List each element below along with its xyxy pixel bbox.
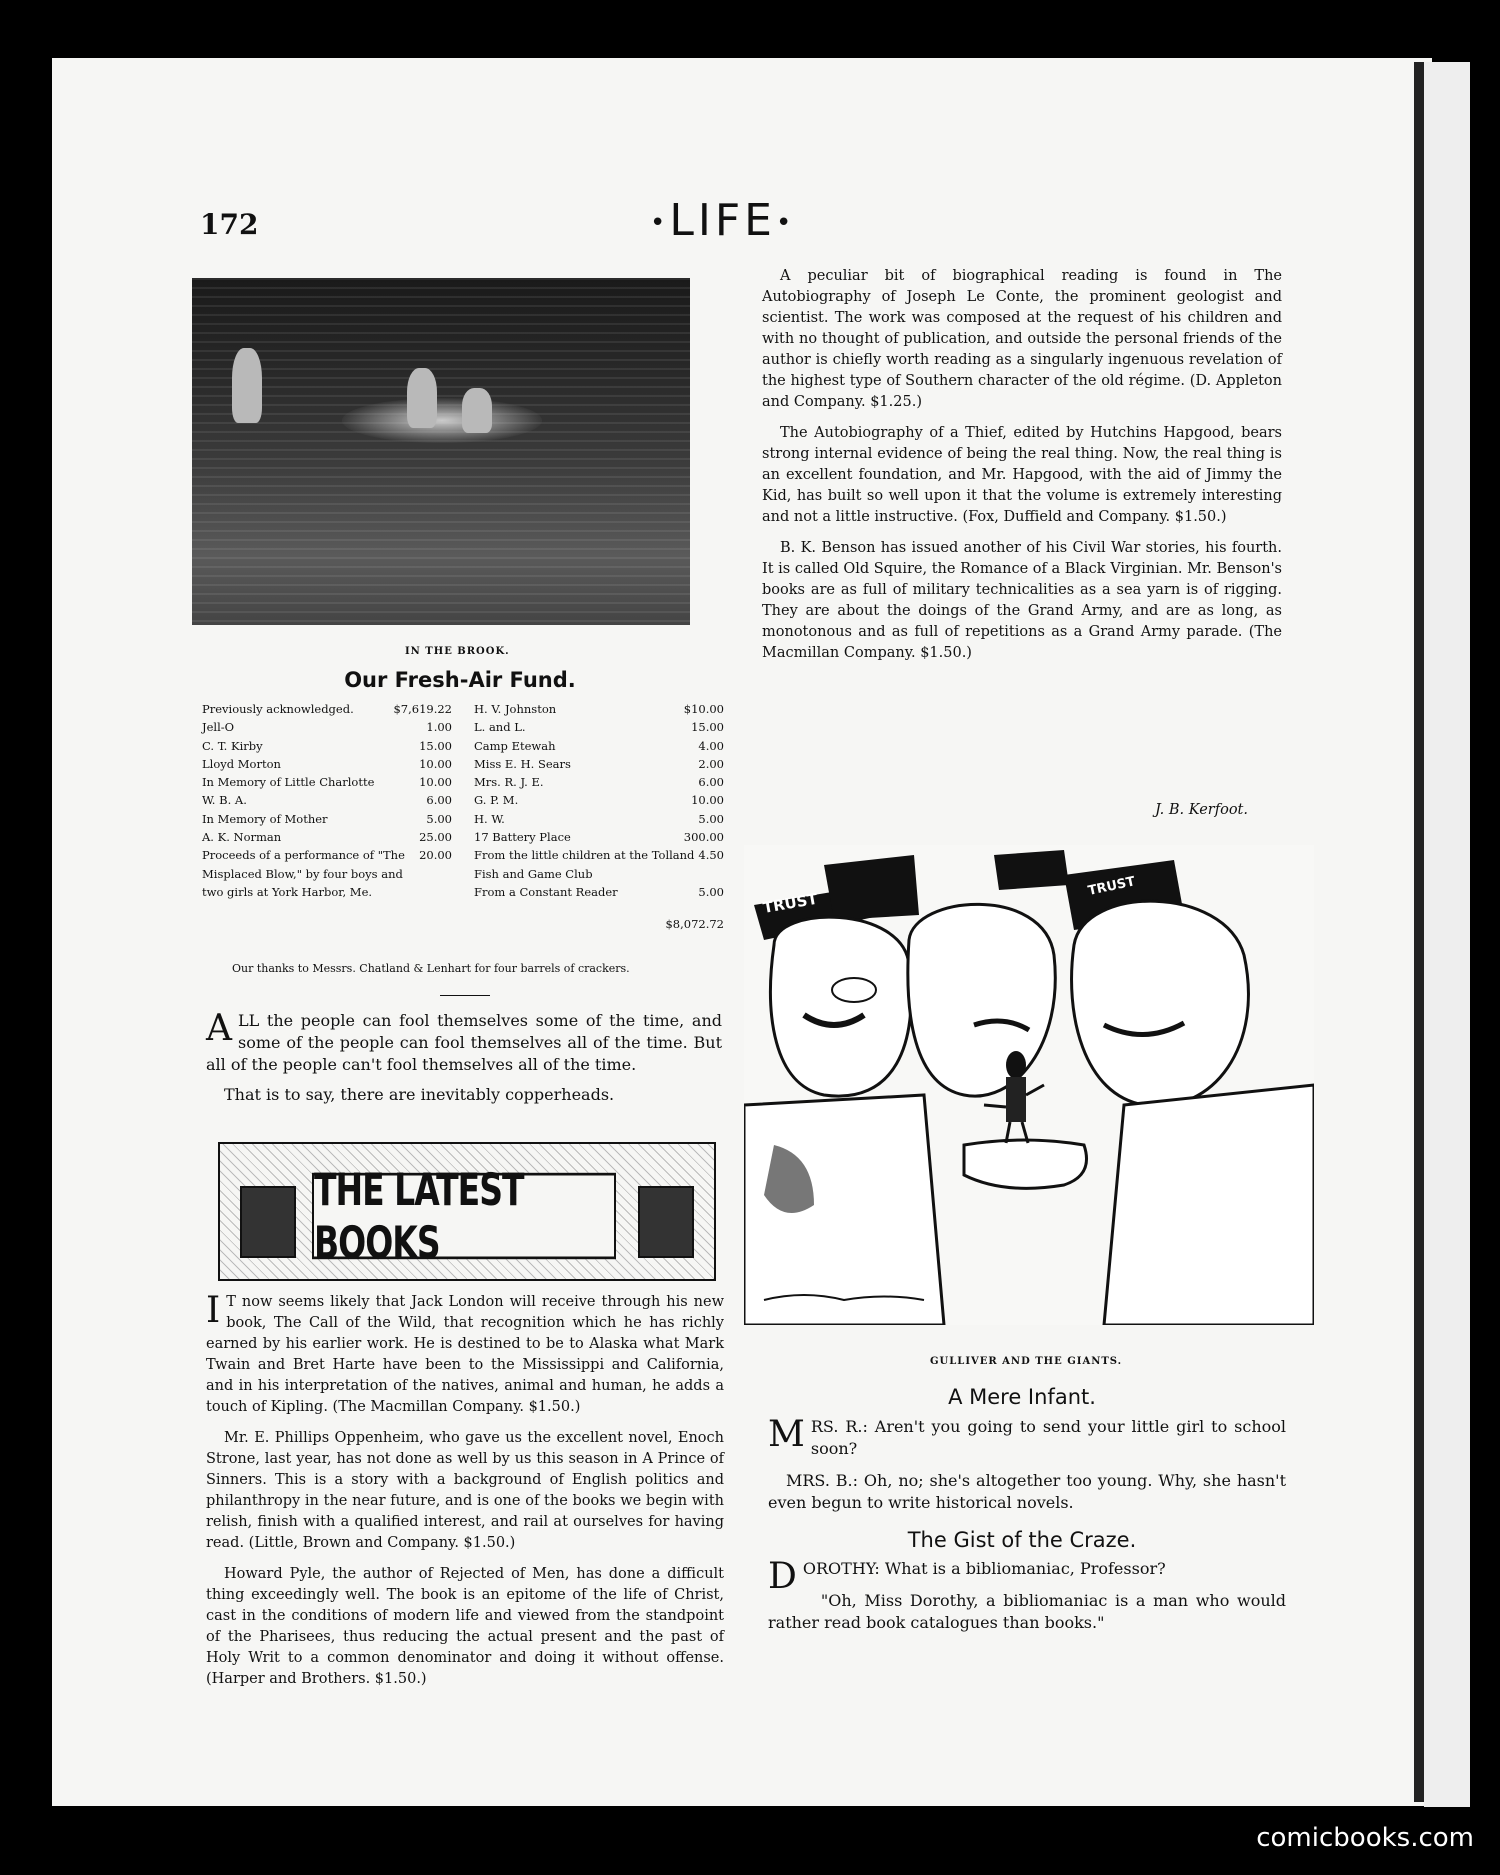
fund-donor: H. V. Johnston [474, 702, 557, 716]
fund-amount: 6.00 [426, 793, 452, 808]
fund-amount: 10.00 [419, 756, 452, 771]
fund-donor: Miss E. H. Sears [474, 756, 571, 771]
cartoon-drawing [744, 845, 1314, 1325]
fund-row [202, 773, 452, 791]
fund-amount: 4.00 [698, 738, 724, 753]
fund-row [202, 718, 452, 736]
fund-thanks: Our thanks to Messrs. Chatland & Lenhart for four barrels of crackers. [232, 962, 630, 975]
fund-row [474, 791, 724, 809]
fund-row [474, 846, 724, 883]
fund-donor: From a Constant Reader [474, 884, 618, 899]
fund-amount: 2.00 [698, 756, 724, 771]
fund-row [202, 846, 452, 901]
fund-amount: $10.00 [683, 702, 724, 716]
fund-amount: 10.00 [691, 793, 724, 808]
infant-title: A Mere Infant. [948, 1385, 1096, 1409]
fund-amount: 15.00 [419, 738, 452, 753]
infant-dialogue: MRS. R.: Aren't you going to send your little girl to school soon? MRS. B.: Oh, no; she's altogether too young. Why, she hasn't even begun to write historical novels. [768, 1414, 1286, 1512]
fund-total: $8,072.72 [665, 917, 724, 932]
fund-row [202, 791, 452, 809]
fund-donor: Proceeds of a performance of "The Misplaced Blow," by four boys and two girls at York Harbor, Me. [202, 848, 405, 899]
masthead-title: LIFE [669, 195, 776, 246]
latest-books-banner [218, 1142, 716, 1281]
signature: J. B. Kerfoot. [1155, 802, 1248, 818]
fund-donor: A. K. Norman [202, 830, 282, 845]
fund-row [474, 883, 724, 901]
fund-row [202, 737, 452, 755]
fool-paragraph: ALL the people can fool themselves some of the time, and some of the people can fool themselves all of the time. But all of the people can't fool themselves all of the time. That is to say, there are inevitably copperheads. [206, 1008, 722, 1104]
fund-amount: 4.50 [698, 848, 724, 863]
fund-amount: 1.00 [426, 720, 452, 735]
craze-dialogue: DOROTHY: What is a bibliomaniac, Professor? "Oh, Miss Dorothy, a bibliomaniac is a man who would rather read book catalogues than books." [768, 1556, 1286, 1632]
fund-donor: Mrs. R. J. E. [474, 775, 544, 790]
fund-left-column [202, 700, 452, 901]
book-icon [638, 1186, 694, 1258]
fund-donor: Lloyd Morton [202, 756, 281, 771]
hat-label: TRUST [761, 889, 819, 917]
facing-page-edge [1424, 62, 1470, 1807]
fund-row [474, 737, 724, 755]
brook-photo [192, 278, 690, 625]
fund-donor: L. and L. [474, 720, 526, 735]
fund-amount: 5.00 [698, 811, 724, 826]
fund-row [202, 810, 452, 828]
fund-total-row [474, 915, 724, 933]
fund-title: Our Fresh-Air Fund. [344, 668, 576, 692]
page-gutter [1414, 62, 1424, 1802]
fund-donor: G. P. M. [474, 793, 519, 808]
banner-title: THE LATEST BOOKS [312, 1173, 616, 1259]
fund-amount: 10.00 [419, 775, 452, 790]
fund-donor: Camp Etewah [474, 738, 556, 753]
fund-row [474, 755, 724, 773]
page-number: 172 [200, 208, 259, 241]
fund-donor: In Memory of Little Charlotte [202, 775, 375, 790]
book-icon [240, 1186, 296, 1258]
books-column-right: A peculiar bit of biographical reading is found in The Autobiography of Joseph Le Conte, the prominent geologist and scientist. The work was composed at the request of his children and with no thought of publication, and outside the personal friends of the author is chiefly worth reading as a singularly ingenuous revelation of the highest type of Southern character of the old régime. (D. Appleton and Company. $1.25.) The Autobiography of a Thief, edited by Hutchins Hapgood, bears strong internal evidence of being the real thing. Now, the real thing is an excellent foundation, and Mr. Hapgood, with the aid of Jimmy the Kid, has built so well upon it that the volume is extremely interesting and not a little instructive. (Fox, Duffield and Company. $1.50.) B. K. Benson has issued another of his Civil War stories, his fourth. It is called Old Squire, the Romance of a Black Virginian. Mr. Benson's books are as full of military technicalities as a sea yarn is of rigging. They are about the doings of the Grand Army, and are as long, as monotonous and as full of repetitions as a Grand Army parade. (The Macmillan Company. $1.50.) [762, 268, 1282, 661]
fund-row [202, 700, 452, 718]
fund-donor: In Memory of Mother [202, 811, 328, 826]
fund-donor: From the little children at the Tolland Fish and Game Club [474, 848, 695, 881]
fund-row [474, 810, 724, 828]
trust-cartoon [744, 845, 1314, 1325]
fund-row [474, 828, 724, 846]
fund-amount: 5.00 [698, 884, 724, 899]
fund-amount: 15.00 [691, 720, 724, 735]
watermark: comicbooks.com [1256, 1823, 1474, 1853]
masthead: •LIFE• [650, 195, 796, 246]
craze-title: The Gist of the Craze. [907, 1528, 1137, 1552]
cartoon-caption: GULLIVER AND THE GIANTS. [930, 1356, 1123, 1367]
fund-row [202, 755, 452, 773]
fund-donor: C. T. Kirby [202, 738, 263, 753]
fund-donor: 17 Battery Place [474, 830, 571, 845]
divider [440, 995, 490, 996]
fund-row [474, 718, 724, 736]
fund-donor: H. W. [474, 811, 505, 826]
fund-donor: Jell-O [202, 720, 235, 735]
fund-amount: 300.00 [683, 830, 724, 845]
fund-amount: 6.00 [698, 775, 724, 790]
hat-label: TRUST [1086, 874, 1137, 899]
fund-row [474, 700, 724, 718]
fund-right-column [474, 700, 724, 934]
books-column-left: I T now seems likely that Jack London will receive through his new book, The Call of the Wild, that recognition which he has richly earned by his earlier work. He is destined to be to Alaska what Mark Twain and Bret Harte have been to the Mississippi and California, and in his interpretation of the natives, animal and human, he adds a touch of Kipling. (The Macmillan Company. $1.50.) Mr. E. Phillips Oppenheim, who gave us the excellent novel, Enoch Strone, last year, has not done as well by us this season in A Prince of Sinners. This is a story with a background of English politics and philanthropy in the near future, and is one of the books we begin with relish, finish with a qualified interest, and rail at ourselves for having read. (Little, Brown and Company. $1.50.) Howard Pyle, the author of Rejected of Men, has done a difficult thing exceedingly well. The book is an epitome of the life of Christ, cast in the conditions of modern life and viewed from the standpoint of the Pharisees, thus reducing the actual present and the past of Holy Writ to a common denominator and doing it without offense. (Harper and Brothers. $1.50.) [206, 1290, 724, 1687]
fund-row [202, 828, 452, 846]
fund-row [474, 773, 724, 791]
fund-amount: $7,619.22 [393, 702, 452, 716]
fund-amount: 20.00 [419, 848, 452, 863]
dropcap-a: A [206, 1008, 232, 1049]
fund-donor: Previously acknowledged. [202, 702, 354, 716]
photo-caption: IN THE BROOK. [405, 646, 510, 657]
fund-amount: 25.00 [419, 830, 452, 845]
fund-donor: W. B. A. [202, 793, 247, 808]
fund-amount: 5.00 [426, 811, 452, 826]
